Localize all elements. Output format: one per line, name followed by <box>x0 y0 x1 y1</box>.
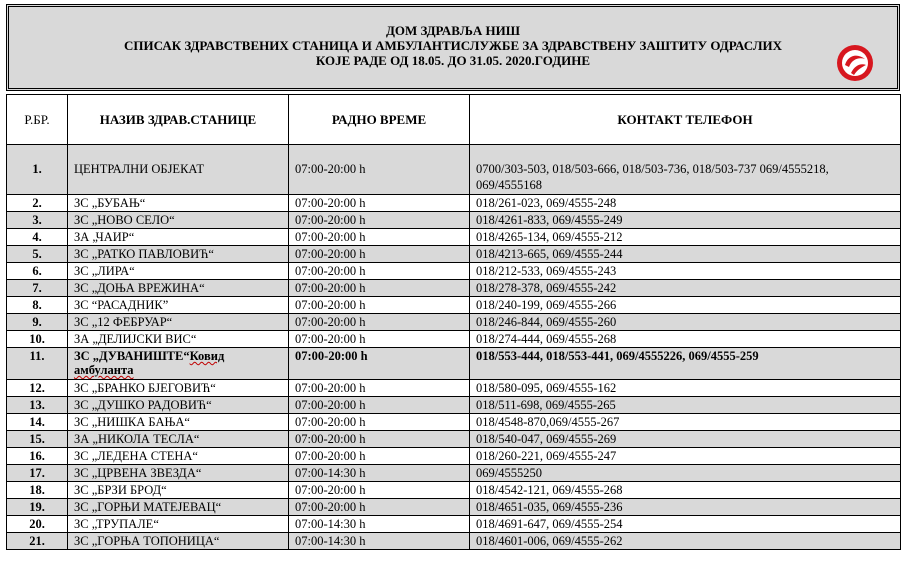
table-row <box>7 499 901 516</box>
station-name: ЗА „ДЕЛИЈСКИ ВИС“ <box>68 331 289 348</box>
station-name: ЗС „ГОРЊА ТОПОНИЦА“ <box>68 533 289 550</box>
table-row <box>7 465 901 482</box>
working-hours: 07:00-20:00 h <box>289 229 470 246</box>
contact-phone: 018/4691-647, 069/4555-254 <box>470 516 901 533</box>
table-row <box>7 212 901 229</box>
station-name: ЗС „ЛЕДЕНА СТЕНА“ <box>68 448 289 465</box>
table-row <box>7 380 901 397</box>
contact-phone: 018/278-378, 069/4555-242 <box>470 280 901 297</box>
health-center-logo-icon <box>835 43 875 83</box>
contact-phone: 018/246-844, 069/4555-260 <box>470 314 901 331</box>
health-stations-table <box>6 94 901 550</box>
table-row <box>7 482 901 499</box>
station-name: ЗС „ЛИРА“ <box>68 263 289 280</box>
header-line-institution: ДОМ ЗДРАВЉА НИШ <box>385 23 521 38</box>
contact-phone: 018/540-047, 069/4555-269 <box>470 431 901 448</box>
row-number: 10. <box>7 331 68 348</box>
table-row <box>7 280 901 297</box>
table-row <box>7 145 901 195</box>
header-title <box>9 23 897 68</box>
contact-phone: 018/4601-006, 069/4555-262 <box>470 533 901 550</box>
row-number: 13. <box>7 397 68 414</box>
station-name: ЗС „БУБАЊ“ <box>68 195 289 212</box>
working-hours: 07:00-14:30 h <box>289 533 470 550</box>
contact-phone: 018/260-221, 069/4555-247 <box>470 448 901 465</box>
table-row <box>7 297 901 314</box>
covid-clinic-label: Ковид амбуланта <box>74 349 225 377</box>
station-name: ЗС “РАСАДНИК” <box>68 297 289 314</box>
column-header-contact-phone: КОНТАКТ ТЕЛЕФОН <box>470 95 901 145</box>
station-name: ЗС „ДУШКО РАДОВИЋ“ <box>68 397 289 414</box>
row-number: 4. <box>7 229 68 246</box>
contact-phone: 069/4555250 <box>470 465 901 482</box>
row-number: 21. <box>7 533 68 550</box>
working-hours: 07:00-20:00 h <box>289 499 470 516</box>
table-row <box>7 533 901 550</box>
table-row <box>7 431 901 448</box>
table-row <box>7 448 901 465</box>
document-header <box>6 4 900 91</box>
working-hours: 07:00-20:00 h <box>289 314 470 331</box>
row-number: 19. <box>7 499 68 516</box>
station-name: ЗА „ЧАИР“ <box>68 229 289 246</box>
row-number: 11. <box>7 348 68 380</box>
row-number: 16. <box>7 448 68 465</box>
table-row <box>7 414 901 431</box>
column-header-number: Р.БР. <box>7 95 68 145</box>
contact-phone: 018/4548-870,069/4555-267 <box>470 414 901 431</box>
station-name: ЗС „БРЗИ БРОД“ <box>68 482 289 499</box>
station-name: ЗС „ДОЊА ВРЕЖИНА“ <box>68 280 289 297</box>
working-hours: 07:00-20:00 h <box>289 212 470 229</box>
row-number: 2. <box>7 195 68 212</box>
header-line-period: КОЈЕ РАДЕ ОД 18.05. ДО 31.05. 2020.ГОДИНЕ <box>315 53 591 68</box>
header-line-list-title: СПИСАК ЗДРАВСТВЕНИХ СТАНИЦА И АМБУЛАНТИСЛУЖБЕ ЗА ЗДРАВСТВЕНУ ЗАШТИТУ ОДРАСЛИХ <box>123 38 783 53</box>
station-name: ЗС „НИШКА БАЊА“ <box>68 414 289 431</box>
working-hours: 07:00-20:00 h <box>289 414 470 431</box>
working-hours: 07:00-20:00 h <box>289 280 470 297</box>
station-name <box>68 348 289 380</box>
table-row-covid <box>7 348 901 380</box>
column-header-working-hours: РАДНО ВРЕМЕ <box>289 95 470 145</box>
working-hours: 07:00-20:00 h <box>289 448 470 465</box>
row-number: 3. <box>7 212 68 229</box>
table-row <box>7 229 901 246</box>
station-name: ЗС „РАТКО ПАВЛОВИЋ“ <box>68 246 289 263</box>
table-row <box>7 397 901 414</box>
station-name: ЗС „ГОРЊИ МАТЕЈЕВАЦ“ <box>68 499 289 516</box>
row-number: 9. <box>7 314 68 331</box>
table-header-row <box>7 95 901 145</box>
station-name: ЗС „БРАНКО БЈЕГОВИЋ“ <box>68 380 289 397</box>
row-number: 18. <box>7 482 68 499</box>
row-number: 14. <box>7 414 68 431</box>
table-row <box>7 331 901 348</box>
contact-phone: 018/4265-134, 069/4555-212 <box>470 229 901 246</box>
station-name: ЗА „НИКОЛА ТЕСЛА“ <box>68 431 289 448</box>
working-hours: 07:00-20:00 h <box>289 380 470 397</box>
working-hours: 07:00-20:00 h <box>289 246 470 263</box>
working-hours: 07:00-20:00 h <box>289 431 470 448</box>
contact-phone: 018/580-095, 069/4555-162 <box>470 380 901 397</box>
contact-phone: 018/212-533, 069/4555-243 <box>470 263 901 280</box>
working-hours: 07:00-20:00 h <box>289 331 470 348</box>
station-name: ЗС „ТРУПАЛЕ“ <box>68 516 289 533</box>
row-number: 1. <box>7 145 68 195</box>
working-hours: 07:00-20:00 h <box>289 195 470 212</box>
row-number: 17. <box>7 465 68 482</box>
table-row <box>7 516 901 533</box>
contact-phone: 018/4651-035, 069/4555-236 <box>470 499 901 516</box>
working-hours: 07:00-20:00 h <box>289 145 470 195</box>
contact-phone: 018/4261-833, 069/4555-249 <box>470 212 901 229</box>
row-number: 8. <box>7 297 68 314</box>
contact-phone: 018/4542-121, 069/4555-268 <box>470 482 901 499</box>
row-number: 15. <box>7 431 68 448</box>
table-row <box>7 195 901 212</box>
row-number: 6. <box>7 263 68 280</box>
column-header-station-name: НАЗИВ ЗДРАВ.СТАНИЦЕ <box>68 95 289 145</box>
working-hours: 07:00-20:00 h <box>289 482 470 499</box>
working-hours: 07:00-20:00 h <box>289 397 470 414</box>
row-number: 7. <box>7 280 68 297</box>
table-row <box>7 246 901 263</box>
row-number: 5. <box>7 246 68 263</box>
table-row <box>7 314 901 331</box>
contact-phone: 018/240-199, 069/4555-266 <box>470 297 901 314</box>
row-number: 12. <box>7 380 68 397</box>
working-hours: 07:00-20:00 h <box>289 297 470 314</box>
contact-phone: 0700/303-503, 018/503-666, 018/503-736, 018/503-737 069/4555218, 069/4555168 <box>470 145 901 195</box>
station-name: ЗС „12 ФЕБРУАР“ <box>68 314 289 331</box>
working-hours: 07:00-20:00 h <box>289 263 470 280</box>
station-name: ЗС „ЦРВЕНА ЗВЕЗДА“ <box>68 465 289 482</box>
station-name: ЗС „НОВО СЕЛО“ <box>68 212 289 229</box>
row-number: 20. <box>7 516 68 533</box>
working-hours: 07:00-20:00 h <box>289 348 470 380</box>
working-hours: 07:00-14:30 h <box>289 465 470 482</box>
contact-phone: 018/553-444, 018/553-441, 069/4555226, 069/4555-259 <box>470 348 901 380</box>
station-name: ЦЕНТРАЛНИ ОБЈЕКАТ <box>68 145 289 195</box>
working-hours: 07:00-14:30 h <box>289 516 470 533</box>
contact-phone: 018/511-698, 069/4555-265 <box>470 397 901 414</box>
station-name-main: ЗС „ДУВАНИШТЕ“ <box>74 349 190 363</box>
contact-phone: 018/261-023, 069/4555-248 <box>470 195 901 212</box>
table-row <box>7 263 901 280</box>
contact-phone: 018/274-444, 069/4555-268 <box>470 331 901 348</box>
contact-phone: 018/4213-665, 069/4555-244 <box>470 246 901 263</box>
